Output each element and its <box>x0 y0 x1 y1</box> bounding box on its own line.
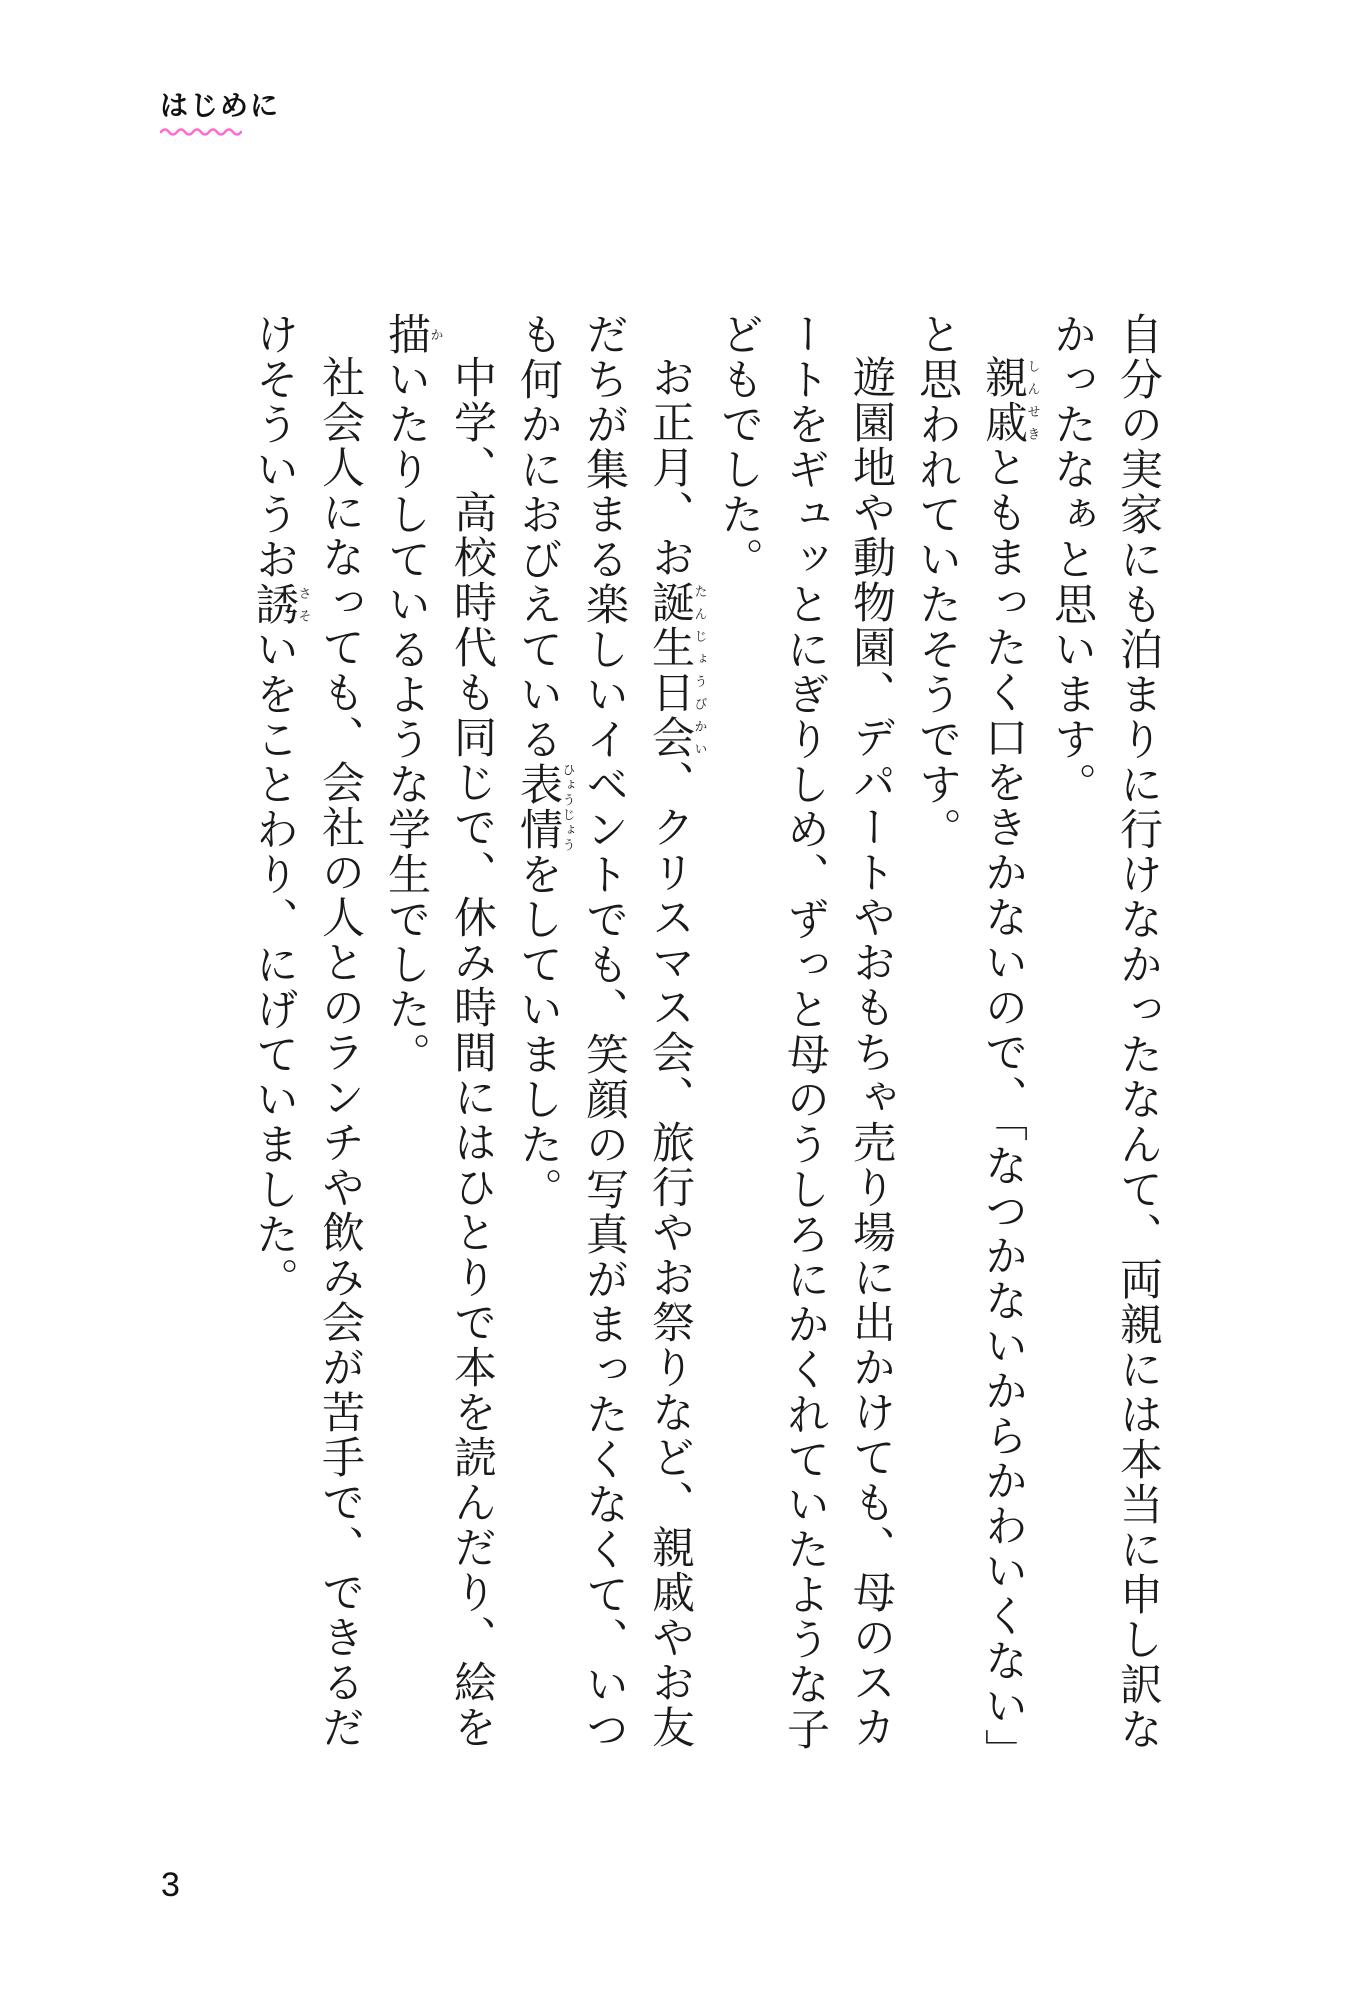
furigana: ひょうじょう <box>559 762 575 852</box>
paragraph-4 <box>373 312 505 1792</box>
ruby-word: 誕生日会たんじょうびかい <box>645 580 707 760</box>
paragraph-text: 、クリスマス会、旅行やお祭りなど、親戚やお友だちが集まる楽しいイベントでも、笑顔の写真がまったくなくて、いつも何かにおびえている <box>513 312 695 1752</box>
paragraph-text: ともまったく口をきかないので、「なつかないからかわいくない」と思われていたそうです。 <box>912 312 1028 1774</box>
paragraph-1 <box>904 312 1039 1792</box>
ruby-word: 表情ひょうじょう <box>513 762 575 852</box>
paragraph-text: 社会人になっても、会社の人とのランチや飲み会が苦手で、できるだけそういうお <box>249 312 365 1750</box>
ruby-word: 描か <box>381 312 443 357</box>
vertical-body-text <box>241 312 1171 1792</box>
furigana: さそ <box>295 582 311 627</box>
paragraph-text: 遊園地や動物園、デパートやおもちゃ売り場に出かけても、母のスカートをギュッとにぎりしめ、ずっと母のうしろにかくれていたような子どもでした。 <box>714 312 896 1752</box>
paragraph-text: をしていました。 <box>513 852 563 1212</box>
page-number: 3 <box>161 1866 180 1904</box>
furigana: か <box>427 312 443 357</box>
section-header <box>160 89 281 148</box>
paragraph-text: お正月、お <box>645 355 695 580</box>
furigana: しんせき <box>1024 355 1040 445</box>
paragraph-0 <box>1039 312 1171 1792</box>
ruby-word: 親戚しんせき <box>978 355 1040 445</box>
furigana: たんじょうびかい <box>691 580 707 760</box>
paragraph-2 <box>706 312 904 1792</box>
paragraph-text: いをことわり、にげていました。 <box>249 627 299 1302</box>
section-title: はじめに <box>160 89 281 122</box>
paragraph-5 <box>241 312 373 1792</box>
paragraph-text: 自分の実家にも泊まりに行けなかったなんて、両親には本当に申し訳なかったなぁと思います。 <box>1047 312 1163 1752</box>
paragraph-text: いたりしているような学生でした。 <box>381 357 431 1077</box>
wavy-underline-icon <box>160 126 242 138</box>
paragraph-text: 中学、高校時代も同じで、休み時間にはひとりで本を読んだり、絵を <box>447 355 497 1750</box>
paragraph-3 <box>505 312 706 1792</box>
ruby-word: 誘さそ <box>249 582 311 627</box>
